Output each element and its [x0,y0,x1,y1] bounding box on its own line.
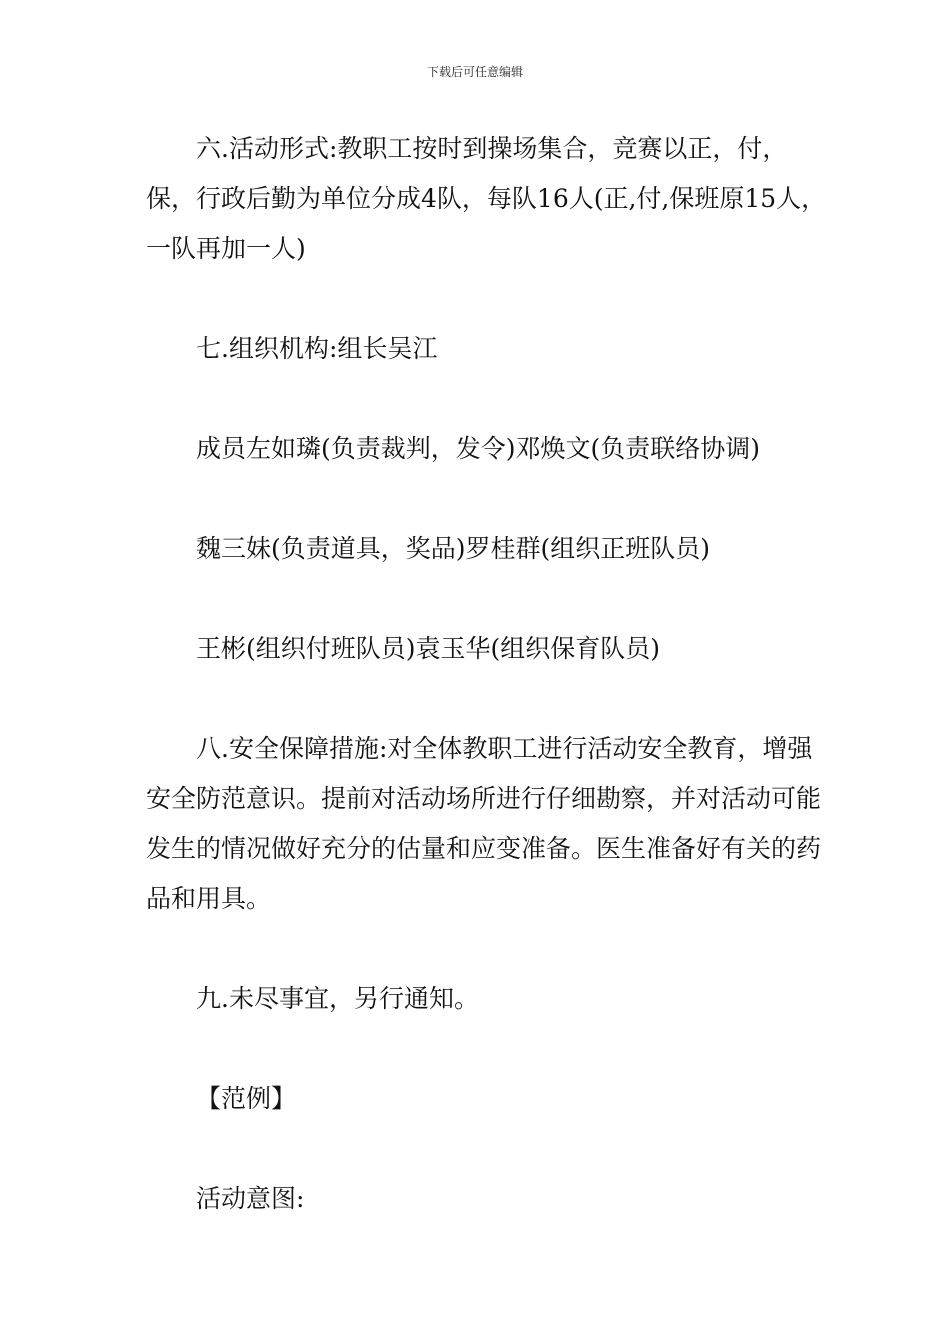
paragraph-safety-measures: 八.安全保障措施:对全体教职工进行活动安全教育，增强安全防范意识。提前对活动场所进行仔细勘察，并对活动可能发生的情况做好充分的估量和应变准备。医生准备好有关的药品和用具。 [146,734,822,913]
paragraph-activity-intent: 活动意图: [196,1184,305,1213]
paragraph-organization: 七.组织机构:组长吴江 [196,334,438,363]
paragraph-members-2: 魏三妹(负责道具，奖品)罗桂群(组织正班队员) [196,534,711,563]
page-header: 下载后可任意编辑 [426,65,523,79]
paragraph-activity-form: 六.活动形式:教职工按时到操场集合，竞赛以正，付，保，行政后勤为单位分成4队，每队16人(正,付,保班原15人，一队再加一人) [146,134,827,263]
section-heading-example: 【范例】 [196,1084,297,1113]
paragraph-other-matters: 九.未尽事宜，另行通知。 [196,984,479,1013]
paragraph-members-3: 王彬(组织付班队员)袁玉华(组织保育队员) [196,634,661,663]
paragraph-members-1: 成员左如璘(负责裁判，发令)邓焕文(负责联络协调) [196,434,761,463]
